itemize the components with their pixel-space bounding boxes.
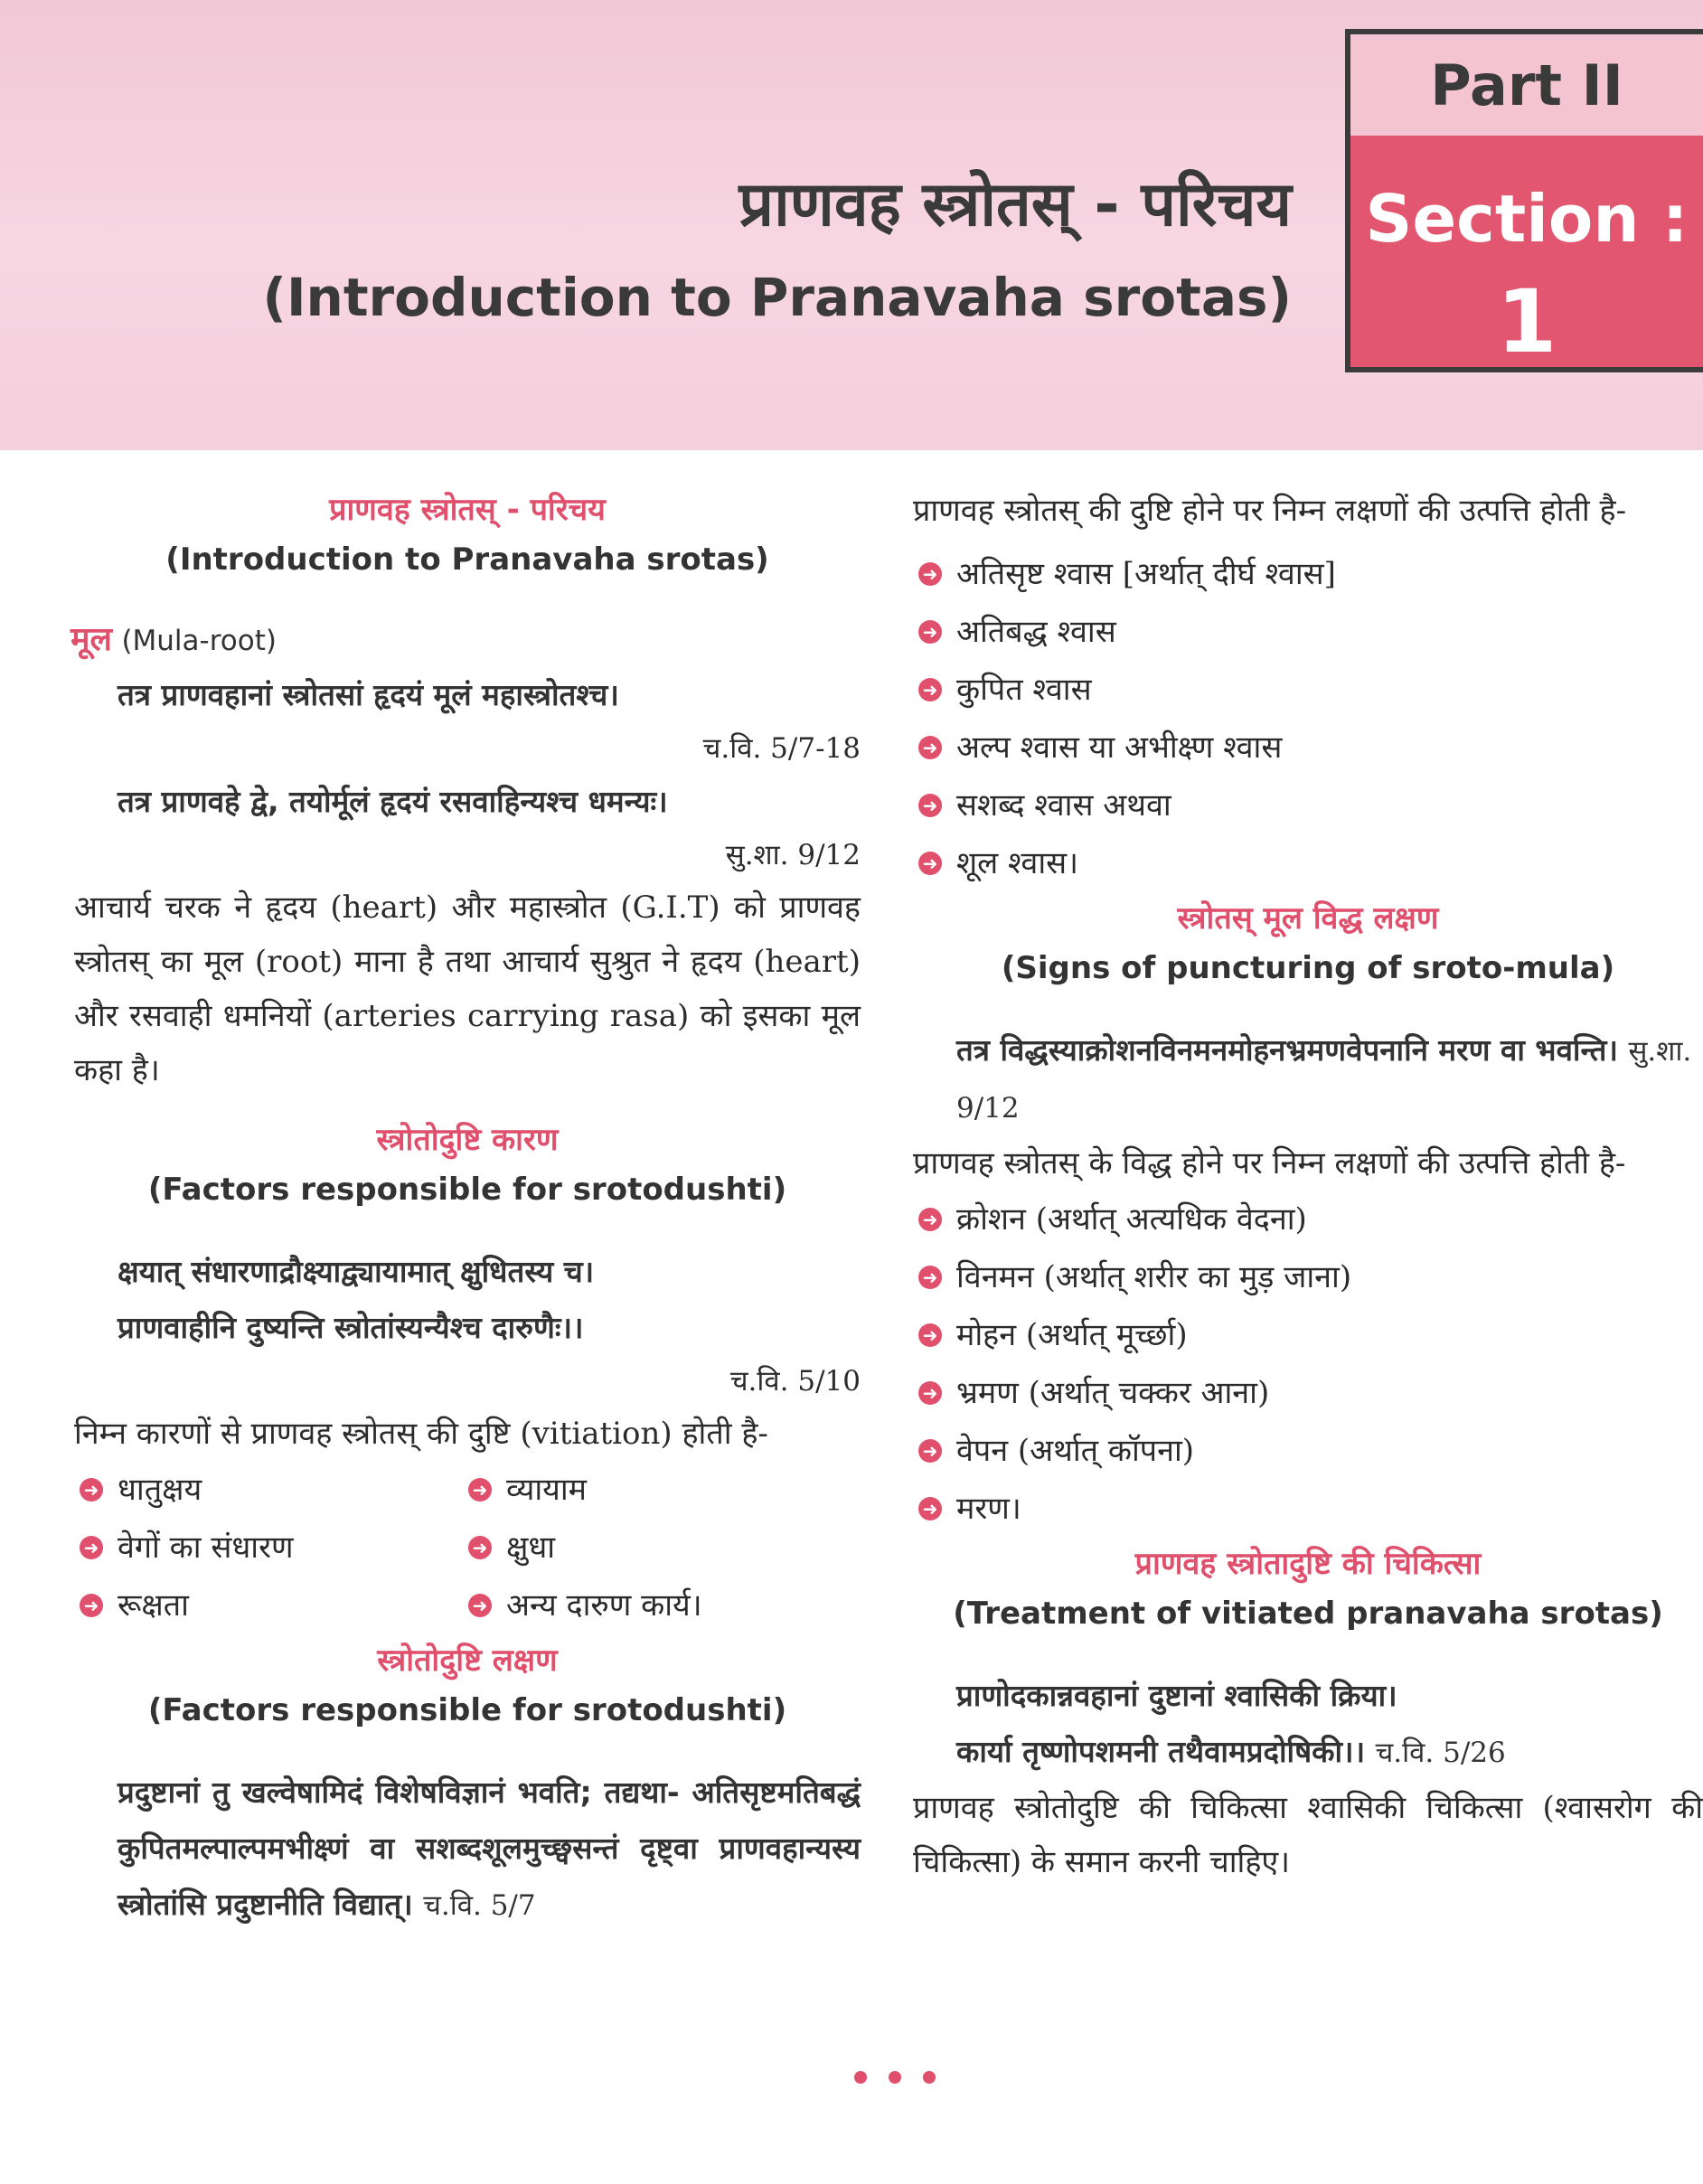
viddha-sign-list — [913, 1191, 1703, 1538]
right-arrow-circle-icon: ➜ — [918, 1381, 942, 1405]
cause-heading-english: (Factors responsible for srotodushti) — [147, 1172, 787, 1208]
section-label-block — [1350, 136, 1703, 372]
reference: च.वि. 5/26 — [1375, 1737, 1506, 1769]
left-column — [71, 484, 861, 1934]
verse-treatment-line1: प्राणोदकान्नवहानां दुष्टानां श्वासिकी क्रिया। — [956, 1678, 1397, 1713]
intro-heading-english: (Introduction to Pranavaha srotas) — [165, 541, 769, 578]
section-word: Section : — [1365, 181, 1689, 257]
list-item: ➜ मोहन (अर्थात् मूर्च्छा) — [913, 1306, 1703, 1364]
list-item: ➜ अल्प श्वास या अभीक्ष्ण श्वास — [913, 719, 1703, 777]
mula-heading — [71, 614, 861, 667]
right-arrow-circle-icon: ➜ — [468, 1478, 492, 1502]
right-arrow-circle-icon: ➜ — [918, 794, 942, 817]
list-item: ➜ क्षुधा — [463, 1519, 861, 1577]
mula-heading-hindi: मूल — [71, 621, 112, 658]
part-label: Part II — [1430, 52, 1623, 118]
right-arrow-circle-icon: ➜ — [468, 1536, 492, 1559]
right-arrow-circle-icon: ➜ — [918, 620, 942, 644]
mula-heading-english: (Mula-root) — [121, 625, 277, 657]
right-arrow-circle-icon: ➜ — [918, 678, 942, 701]
reference: सु.शा. 9/12 — [956, 1035, 1692, 1125]
dot-icon — [854, 2071, 867, 2084]
dot-icon — [889, 2071, 901, 2084]
right-arrow-circle-icon: ➜ — [80, 1536, 103, 1559]
paragraph-viddha-intro: प्राणवह स्त्रोतस् के विद्ध होने पर निम्न लक्षणों की उत्पत्ति होती है- — [913, 1145, 1626, 1181]
reference: च.वि. 5/10 — [729, 1365, 861, 1398]
right-arrow-circle-icon: ➜ — [918, 736, 942, 759]
dot-icon — [923, 2071, 936, 2084]
symptom-list — [913, 545, 1703, 892]
paragraph-treatment: प्राणवह स्त्रोतोदुष्टि की चिकित्सा श्वासिकी चिकित्सा (श्वासरोग की चिकित्सा) के समान करनी चाहिए। — [913, 1790, 1703, 1880]
list-item: ➜ विनमन (अर्थात् शरीर का मुड़ जाना) — [913, 1248, 1703, 1306]
right-arrow-circle-icon: ➜ — [918, 1323, 942, 1347]
right-arrow-circle-icon: ➜ — [918, 1266, 942, 1289]
right-arrow-circle-icon: ➜ — [918, 1439, 942, 1463]
page-title-english: (Introduction to Pranavaha srotas) — [262, 267, 1292, 328]
verse-cause-line2: प्राणवाहीनि दुष्यन्ति स्त्रोतांस्यन्यैश्च दारुणैः।। — [118, 1310, 584, 1345]
right-arrow-circle-icon: ➜ — [918, 1497, 942, 1520]
right-arrow-circle-icon: ➜ — [918, 1208, 942, 1231]
sign-heading-english: (Factors responsible for srotodushti) — [147, 1692, 787, 1728]
right-arrow-circle-icon: ➜ — [80, 1478, 103, 1502]
list-item: ➜ भ्रमण (अर्थात् चक्कर आना) — [913, 1364, 1703, 1422]
paragraph-symptom-intro: प्राणवह स्त्रोतस् की दुष्टि होने पर निम्न लक्षणों की उत्पत्ति होती है- — [913, 493, 1627, 529]
list-item: ➜ धातुक्षय — [74, 1461, 463, 1519]
list-item: ➜ व्यायाम — [463, 1461, 861, 1519]
list-item: ➜ वेगों का संधारण — [74, 1519, 463, 1577]
verse-signs: प्रदुष्टानां तु खल्वेषामिदं विशेषविज्ञानं भवति; तद्यथा- अतिसृष्टमतिबद्धं कुपितमल्पाल्पमभीक्ष्णं वा सशब्दशूलमुच्छ्वसन्तं दृष्ट्वा प्राणवहान्यस्य स्त्रोतांसि प्रदुष्टानीति विद्यात्। च.वि. 5/7 — [118, 1774, 861, 1922]
right-arrow-circle-icon: ➜ — [80, 1594, 103, 1617]
verse-mula-charaka: तत्र प्राणवहानां स्त्रोतसां हृदयं मूलं महास्त्रोतश्च। — [118, 677, 619, 712]
reference: सु.शा. 9/12 — [725, 839, 861, 871]
sign-heading-hindi: स्त्रोतोदुष्टि लक्षण — [377, 1643, 558, 1679]
list-item: ➜ अन्य दारुण कार्य। — [463, 1577, 861, 1634]
list-item: ➜ सशब्द श्वास अथवा — [913, 777, 1703, 834]
list-item: ➜ कुपित श्वास — [913, 661, 1703, 719]
right-arrow-circle-icon: ➜ — [918, 852, 942, 875]
end-dots — [841, 2070, 949, 2087]
verse-treatment-line2: कार्या तृष्णोपशमनी तथैवामप्रदोषिकी।। च.वि. 5/26 — [956, 1734, 1506, 1769]
treatment-heading-english: (Treatment of vitiated pranavaha srotas) — [953, 1596, 1663, 1632]
verse-cause-line1: क्षयात् संधारणाद्रौक्ष्याद्व्यायामात् क्षुधितस्य च। — [118, 1254, 595, 1289]
page-title-hindi: प्राणवह स्त्रोतस् - परिचय — [739, 169, 1292, 240]
verse-mula-sushruta: तत्र प्राणवहे द्वे, तयोर्मूलं हृदयं रसवाहिन्यश्च धमन्यः। — [118, 784, 668, 819]
reference: च.वि. 5/7 — [423, 1889, 536, 1922]
paragraph-cause-intro: निम्न कारणों से प्राणवह स्त्रोतस् की दुष्टि (vitiation) होती है- — [74, 1416, 768, 1452]
list-item: ➜ मरण। — [913, 1480, 1703, 1538]
viddha-heading-english: (Signs of puncturing of sroto-mula) — [1001, 950, 1615, 986]
viddha-heading-hindi: स्त्रोतस् मूल विद्ध लक्षण — [1177, 900, 1439, 937]
list-item: ➜ अतिबद्ध श्वास — [913, 603, 1703, 661]
list-item: ➜ वेपन (अर्थात् कॉपना) — [913, 1422, 1703, 1480]
list-item: ➜ रूक्षता — [74, 1577, 463, 1634]
list-item: ➜ शूल श्वास। — [913, 834, 1703, 892]
section-box — [1345, 29, 1703, 372]
section-number: 1 — [1496, 271, 1557, 372]
reference: च.वि. 5/7-18 — [702, 732, 861, 765]
cause-list — [74, 1461, 861, 1634]
list-item: ➜ क्रोशन (अर्थात् अत्यधिक वेदना) — [913, 1191, 1703, 1248]
treatment-heading-hindi: प्राणवह स्त्रोतादुष्टि की चिकित्सा — [1134, 1546, 1482, 1582]
paragraph-mula-explanation: आचार्य चरक ने हृदय (heart) और महास्त्रोत (G.I.T) को प्राणवह स्त्रोतस् का मूल (root) माना है तथा आचार्य सुश्रुत ने हृदय (heart) और रसवाही धमनियों (arteries carrying rasa) को इसका मूल कहा है। — [74, 890, 861, 1088]
page-header — [0, 0, 1703, 450]
right-column — [913, 484, 1703, 1889]
right-arrow-circle-icon: ➜ — [918, 562, 942, 586]
list-item: ➜ अतिसृष्ट श्वास [अर्थात् दीर्घ श्वास] — [913, 545, 1703, 603]
verse-viddha: तत्र विद्धस्याक्रोशनविनमनमोहनभ्रमणवेपनानि मरण वा भवन्ति। सु.शा. 9/12 — [956, 1032, 1692, 1125]
intro-heading-hindi: प्राणवह स्त्रोतस् - परिचय — [329, 492, 606, 528]
right-arrow-circle-icon: ➜ — [468, 1594, 492, 1617]
cause-heading-hindi: स्त्रोतोदुष्टि कारण — [376, 1122, 559, 1158]
